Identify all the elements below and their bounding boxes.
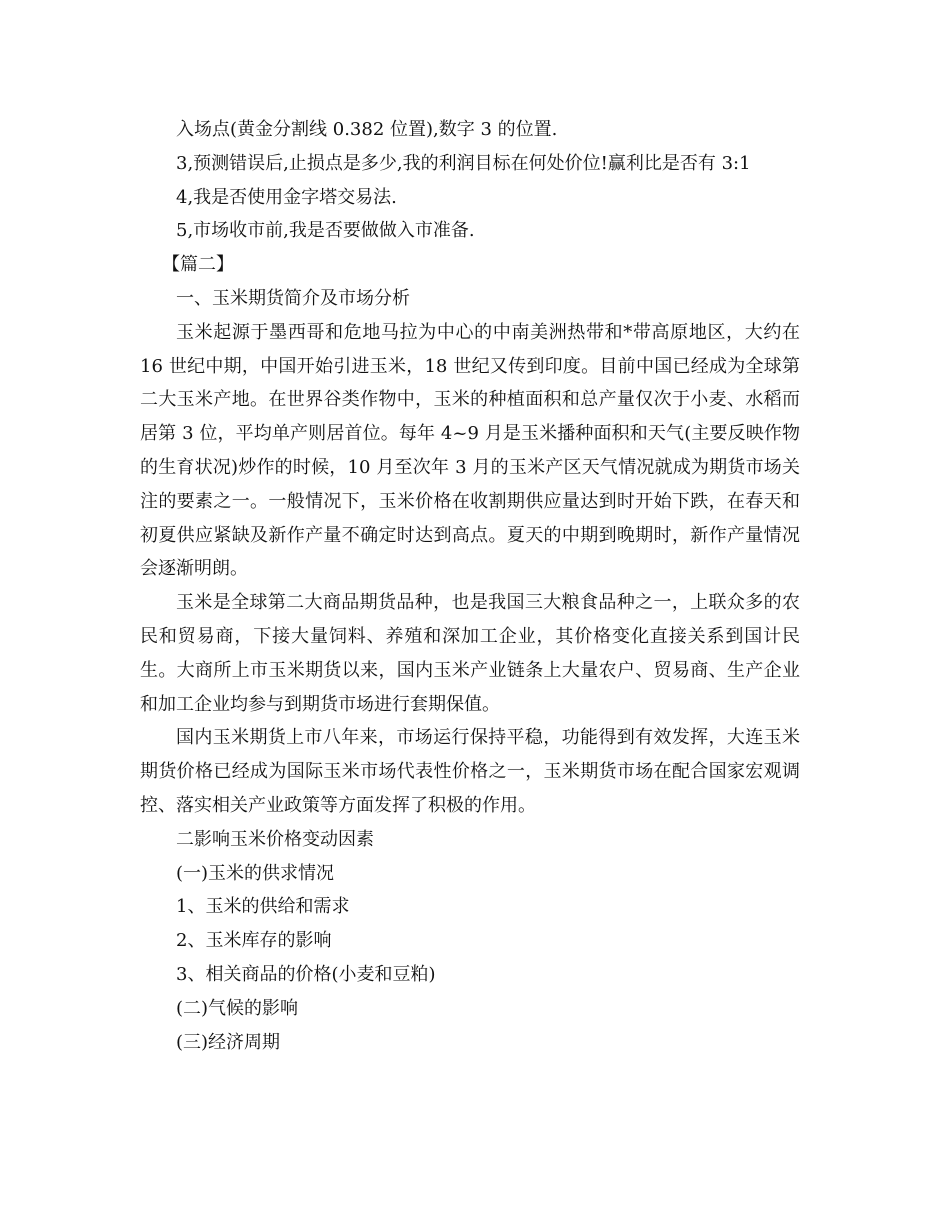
paragraph: 国内玉米期货上市八年来，市场运行保持平稳，功能得到有效发挥，大连玉米期货价格已经成为国际玉米市场代表性价格之一，玉米期货市场在配合国家宏观调控、落实相关产业政策等方面发挥了积极的作用。 [140, 727, 800, 816]
intro-line: 3,预测错误后,止损点是多少,我的利润目标在何处价位!赢利比是否有 3:1 [176, 152, 751, 174]
section-heading: 一、玉米期货简介及市场分析 [176, 287, 410, 309]
list-item: (三)经济周期 [176, 1031, 281, 1053]
list-item: 1、玉米的供给和需求 [176, 896, 350, 918]
section-label: 【篇二】 [162, 254, 234, 276]
list-item: (一)玉米的供求情况 [176, 862, 335, 884]
paragraph: 玉米起源于墨西哥和危地马拉为中心的中南美洲热带和*带高原地区，大约在 16 世纪中期，中国开始引进玉米，18 世纪又传到印度。目前中国已经成为全球第二大玉米产地。在世界谷类作物中，玉米的种植面积和总产量仅次于小麦、水稻而居第 3 位，平均单产则居首位。每年 4~9 月是玉米播种面积和天气(主要反映作物的生育状况)炒作的时候，10 月至次年 3 月的玉米产区天气情况就成为期货市场关注的要素之一。一般情况下，玉米价格在收割期供应量达到时开始下跌，在春天和初夏供应紧缺及新作产量不确定时达到高点。夏天的中期到晚期时，新作产量情况会逐渐明朗。 [140, 321, 800, 580]
section-heading: 二影响玉米价格变动因素 [176, 828, 374, 850]
list-item: 2、玉米库存的影响 [176, 930, 332, 952]
document-body [140, 113, 800, 1059]
intro-line: 5,市场收市前,我是否要做做入市准备. [176, 220, 475, 242]
intro-line: 入场点(黄金分割线 0.382 位置),数字 3 的位置. [176, 119, 558, 140]
paragraph: 玉米是全球第二大商品期货品种，也是我国三大粮食品种之一，上联众多的农民和贸易商，下接大量饲料、养殖和深加工企业，其价格变化直接关系到国计民生。大商所上市玉米期货以来，国内玉米产业链条上大量农户、贸易商、生产企业和加工企业均参与到期货市场进行套期保值。 [140, 592, 800, 715]
intro-line: 4,我是否使用金字塔交易法. [176, 186, 397, 208]
list-item: 3、相关商品的价格(小麦和豆粕) [176, 963, 436, 985]
list-item: (二)气候的影响 [176, 997, 299, 1019]
